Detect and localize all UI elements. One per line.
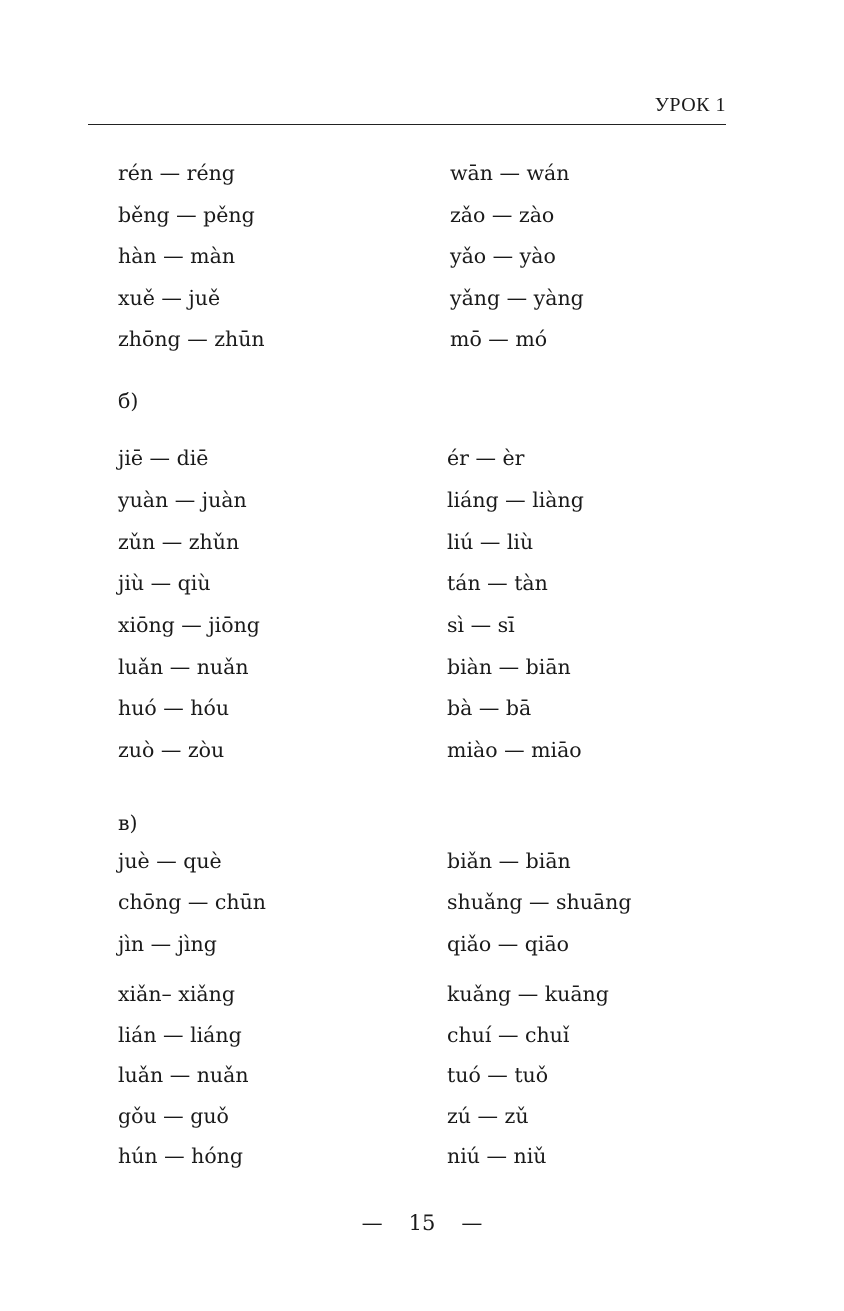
- pair-left: zuò — zòu: [118, 738, 225, 762]
- list-item: [0, 283, 844, 313]
- header-title: УРОК 1: [654, 94, 726, 116]
- pair-right: miào — miāo: [447, 738, 582, 762]
- list-item: [0, 443, 844, 473]
- pair-left: chōng — chūn: [118, 890, 266, 914]
- pair-right: shuǎng — shuāng: [447, 890, 632, 914]
- pair-right: chuí — chuǐ: [447, 1023, 570, 1047]
- list-item: [0, 1101, 844, 1131]
- pair-left: zhōng — zhūn: [118, 327, 265, 351]
- pair-right: tán — tàn: [447, 571, 548, 595]
- section-label-v: в): [118, 811, 138, 835]
- pair-left: běng — pěng: [118, 203, 255, 227]
- pair-right: niú — niǔ: [447, 1144, 547, 1168]
- list-item: [0, 568, 844, 598]
- pair-left: jiù — qiù: [118, 571, 211, 595]
- page-number: [0, 1208, 844, 1238]
- pair-right: zǎo — zào: [450, 203, 555, 227]
- list-item: [0, 200, 844, 230]
- pair-right: mō — mó: [450, 327, 548, 351]
- pair-left: luǎn — nuǎn: [118, 1063, 249, 1087]
- pair-left: luǎn — nuǎn: [118, 655, 249, 679]
- pair-left: xiǎn– xiǎng: [118, 982, 235, 1006]
- pair-right: bà — bā: [447, 696, 532, 720]
- pair-left: xiōng — jiōng: [118, 613, 260, 637]
- pair-right: biǎn — biān: [447, 849, 571, 873]
- list-item: [0, 652, 844, 682]
- list-item: [0, 485, 844, 515]
- list-item: [0, 929, 844, 959]
- list-item: [0, 324, 844, 354]
- list-item: [0, 527, 844, 557]
- pair-right: biàn — biān: [447, 655, 571, 679]
- pair-left: zǔn — zhǔn: [118, 530, 240, 554]
- list-item: [0, 735, 844, 765]
- pair-left: huó — hóu: [118, 696, 230, 720]
- pair-right: tuó — tuǒ: [447, 1063, 549, 1087]
- list-item: [0, 241, 844, 271]
- pair-right: liú — liù: [447, 530, 534, 554]
- list-item: [0, 610, 844, 640]
- pair-left: juè — què: [118, 849, 222, 873]
- pair-right: sì — sī: [447, 613, 515, 637]
- list-item: [0, 693, 844, 723]
- pair-right: ér — èr: [447, 446, 525, 470]
- section-label-b: б): [118, 389, 139, 413]
- pair-left: jiē — diē: [118, 446, 209, 470]
- pair-right: qiǎo — qiāo: [447, 932, 570, 956]
- running-header: [88, 92, 726, 125]
- pair-left: gǒu — guǒ: [118, 1104, 229, 1128]
- pair-left: jìn — jìng: [118, 932, 217, 956]
- pair-left: rén — réng: [118, 161, 235, 185]
- pair-left: hún — hóng: [118, 1144, 244, 1168]
- pair-left: hàn — màn: [118, 244, 236, 268]
- pair-right: liáng — liàng: [447, 488, 584, 512]
- list-item: [0, 158, 844, 188]
- list-item: [0, 1141, 844, 1171]
- pair-right: wān — wán: [450, 161, 570, 185]
- pair-left: xuě — juě: [118, 286, 221, 310]
- pair-right: zú — zǔ: [447, 1104, 529, 1128]
- pair-right: kuǎng — kuāng: [447, 982, 609, 1006]
- pair-left: yuàn — juàn: [118, 488, 247, 512]
- list-item: [0, 1020, 844, 1050]
- pair-right: yǎo — yào: [450, 244, 556, 268]
- list-item: [0, 1060, 844, 1090]
- list-item: [0, 846, 844, 876]
- page-number-value: 15: [408, 1211, 436, 1235]
- list-item: [0, 979, 844, 1009]
- list-item: [0, 887, 844, 917]
- pair-left: lián — liáng: [118, 1023, 242, 1047]
- footer-dash-right: —: [461, 1211, 483, 1235]
- footer-dash-left: —: [361, 1211, 383, 1235]
- pair-right: yǎng — yàng: [450, 286, 584, 310]
